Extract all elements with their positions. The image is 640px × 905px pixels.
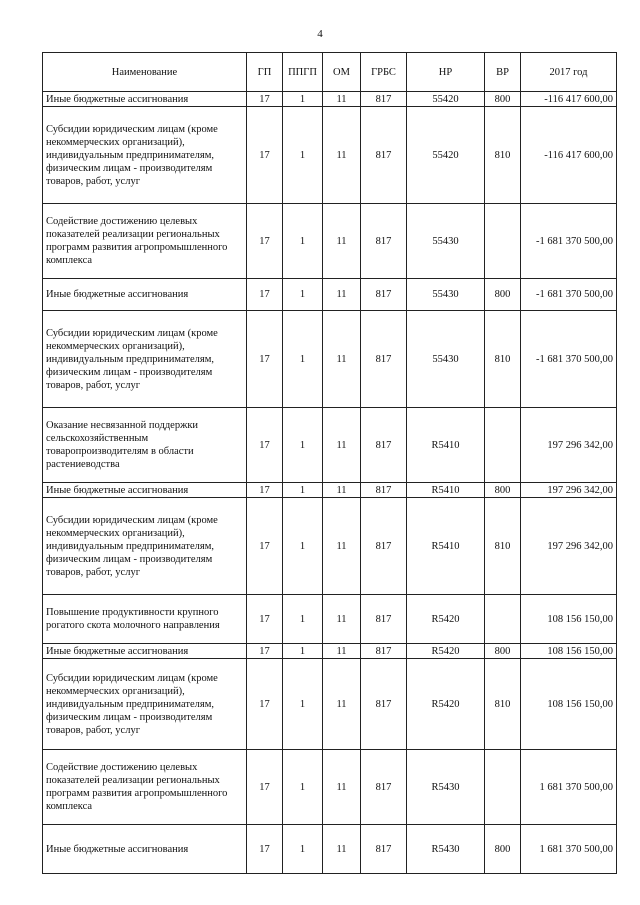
row-ppgp: 1 [283,311,323,408]
row-np: 55430 [407,279,485,311]
header-vr: ВР [485,53,521,92]
row-amount: -1 681 370 500,00 [521,204,617,279]
row-amount: 108 156 150,00 [521,659,617,750]
row-ppgp: 1 [283,659,323,750]
row-name: Субсидии юридическим лицам (кроме некоммерческих организаций), индивидуальным предпринимателям, физическим лицам - производителям товаров, работ, услуг [43,107,247,204]
row-np: R5420 [407,644,485,659]
row-gp: 17 [247,107,283,204]
row-gp: 17 [247,659,283,750]
row-name: Субсидии юридическим лицам (кроме некоммерческих организаций), индивидуальным предпринимателям, физическим лицам - производителям товаров, работ, услуг [43,311,247,408]
row-grbs: 817 [361,825,407,874]
row-om: 11 [323,408,361,483]
row-om: 11 [323,204,361,279]
row-np: 55430 [407,311,485,408]
row-grbs: 817 [361,311,407,408]
row-gp: 17 [247,595,283,644]
row-vr: 810 [485,311,521,408]
row-grbs: 817 [361,107,407,204]
page-number: 4 [317,28,323,40]
row-om: 11 [323,644,361,659]
row-om: 11 [323,311,361,408]
row-vr [485,204,521,279]
table-row [43,483,617,498]
header-gp: ГП [247,53,283,92]
row-grbs: 817 [361,408,407,483]
row-om: 11 [323,498,361,595]
header-year: 2017 год [521,53,617,92]
row-np: R5410 [407,498,485,595]
row-ppgp: 1 [283,750,323,825]
table-row [43,825,617,874]
header-om: ОМ [323,53,361,92]
row-om: 11 [323,92,361,107]
row-name: Иные бюджетные ассигнования [43,279,247,311]
row-amount: 108 156 150,00 [521,595,617,644]
row-grbs: 817 [361,595,407,644]
row-name: Иные бюджетные ассигнования [43,644,247,659]
row-gp: 17 [247,750,283,825]
row-np: 55420 [407,92,485,107]
row-vr: 800 [485,825,521,874]
row-vr [485,750,521,825]
row-ppgp: 1 [283,595,323,644]
row-amount: -1 681 370 500,00 [521,311,617,408]
row-gp: 17 [247,644,283,659]
row-om: 11 [323,483,361,498]
table-row [43,279,617,311]
row-amount: 1 681 370 500,00 [521,750,617,825]
row-grbs: 817 [361,92,407,107]
table-row [43,498,617,595]
row-amount: -116 417 600,00 [521,92,617,107]
row-np: R5430 [407,825,485,874]
table-row [43,595,617,644]
row-vr: 800 [485,483,521,498]
row-amount: 197 296 342,00 [521,498,617,595]
row-amount: 197 296 342,00 [521,408,617,483]
row-grbs: 817 [361,483,407,498]
row-name: Оказание несвязанной поддержки сельскохозяйственным товаропроизводителям в области растениеводства [43,408,247,483]
table-row [43,311,617,408]
row-name: Иные бюджетные ассигнования [43,825,247,874]
row-vr: 810 [485,659,521,750]
row-amount: 108 156 150,00 [521,644,617,659]
row-vr: 810 [485,107,521,204]
row-amount: -1 681 370 500,00 [521,279,617,311]
row-gp: 17 [247,483,283,498]
table-row [43,750,617,825]
row-ppgp: 1 [283,107,323,204]
row-om: 11 [323,107,361,204]
row-ppgp: 1 [283,279,323,311]
row-grbs: 817 [361,659,407,750]
row-ppgp: 1 [283,204,323,279]
row-np: 55430 [407,204,485,279]
header-ppgp: ППГП [283,53,323,92]
table-row [43,408,617,483]
table-row [43,659,617,750]
row-gp: 17 [247,498,283,595]
table-row [43,644,617,659]
row-ppgp: 1 [283,644,323,659]
table-row [43,107,617,204]
row-om: 11 [323,825,361,874]
row-name: Иные бюджетные ассигнования [43,92,247,107]
row-om: 11 [323,750,361,825]
row-gp: 17 [247,279,283,311]
row-grbs: 817 [361,644,407,659]
row-ppgp: 1 [283,408,323,483]
header-name: Наименование [43,53,247,92]
table-row [43,204,617,279]
row-vr: 810 [485,498,521,595]
row-ppgp: 1 [283,483,323,498]
table-row [43,92,617,107]
row-amount: 197 296 342,00 [521,483,617,498]
row-grbs: 817 [361,279,407,311]
row-name: Повышение продуктивности крупного рогатого скота молочного направления [43,595,247,644]
header-np: НР [407,53,485,92]
row-gp: 17 [247,92,283,107]
row-grbs: 817 [361,204,407,279]
row-grbs: 817 [361,750,407,825]
row-ppgp: 1 [283,825,323,874]
row-name: Субсидии юридическим лицам (кроме некоммерческих организаций), индивидуальным предпринимателям, физическим лицам - производителям товаров, работ, услуг [43,498,247,595]
budget-table [42,52,617,874]
row-gp: 17 [247,408,283,483]
row-np: R5420 [407,595,485,644]
row-name: Содействие достижению целевых показателей реализации региональных программ развития агропромышленного комплекса [43,750,247,825]
row-vr: 800 [485,279,521,311]
row-gp: 17 [247,204,283,279]
row-ppgp: 1 [283,498,323,595]
row-gp: 17 [247,825,283,874]
header-grbs: ГРБС [361,53,407,92]
row-ppgp: 1 [283,92,323,107]
row-name: Субсидии юридическим лицам (кроме некоммерческих организаций), индивидуальным предпринимателям, физическим лицам - производителям товаров, работ, услуг [43,659,247,750]
row-vr [485,595,521,644]
row-grbs: 817 [361,498,407,595]
row-amount: -116 417 600,00 [521,107,617,204]
row-vr: 800 [485,92,521,107]
table-header-row [43,53,617,92]
row-np: 55420 [407,107,485,204]
row-np: R5420 [407,659,485,750]
row-om: 11 [323,595,361,644]
row-np: R5410 [407,483,485,498]
row-amount: 1 681 370 500,00 [521,825,617,874]
row-name: Иные бюджетные ассигнования [43,483,247,498]
row-np: R5430 [407,750,485,825]
row-vr: 800 [485,644,521,659]
row-om: 11 [323,659,361,750]
row-np: R5410 [407,408,485,483]
row-name: Содействие достижению целевых показателей реализации региональных программ развития агропромышленного комплекса [43,204,247,279]
row-vr [485,408,521,483]
row-gp: 17 [247,311,283,408]
row-om: 11 [323,279,361,311]
